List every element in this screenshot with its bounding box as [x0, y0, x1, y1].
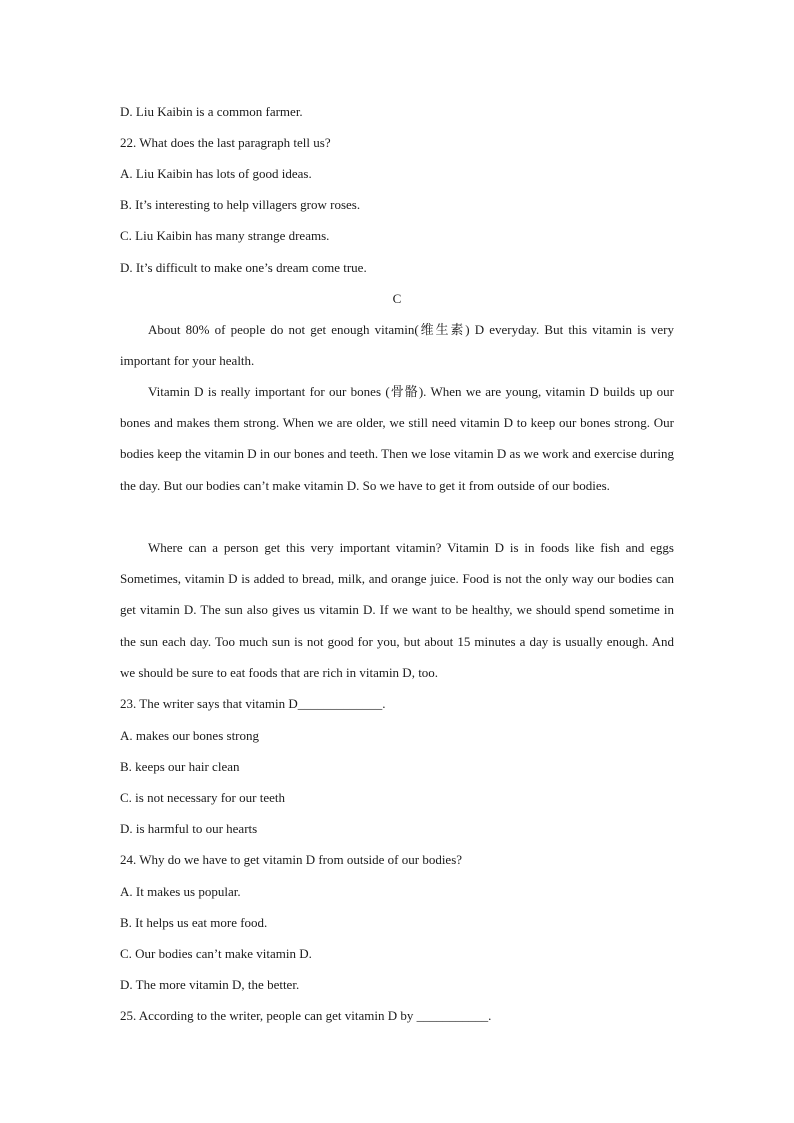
q22-question: 22. What does the last paragraph tell us?: [120, 135, 331, 150]
q25-question: 25. According to the writer, people can get vitamin D by ___________.: [120, 1008, 492, 1023]
q23-option-d: D. is harmful to our hearts: [120, 821, 258, 836]
q24-option-d: D. The more vitamin D, the better.: [120, 977, 300, 992]
q23-option-c: C. is not necessary for our teeth: [120, 790, 285, 805]
q21-option-d: D. Liu Kaibin is a common farmer.: [120, 104, 303, 119]
q23-option-a: A. makes our bones strong: [120, 728, 260, 743]
section-label: C: [392, 291, 402, 306]
q24-option-b: B. It helps us eat more food.: [120, 915, 268, 930]
passage-paragraph-1: About 80% of people do not get enough vitamin(维生素) D everyday. But this vitamin is very important for your health.: [120, 322, 674, 369]
q24-option-a: A. It makes us popular.: [120, 884, 241, 899]
q22-option-d: D. It’s difficult to make one’s dream come true.: [120, 260, 367, 275]
q23-question: 23. The writer says that vitamin D_____________.: [120, 696, 386, 711]
q22-option-a: A. Liu Kaibin has lots of good ideas.: [120, 166, 312, 181]
q23-option-b: B. keeps our hair clean: [120, 759, 240, 774]
q24-question: 24. Why do we have to get vitamin D from outside of our bodies?: [120, 852, 463, 867]
q22-option-c: C. Liu Kaibin has many strange dreams.: [120, 228, 330, 243]
q24-option-c: C. Our bodies can’t make vitamin D.: [120, 946, 312, 961]
passage-paragraph-2: Vitamin D is really important for our bones (骨骼). When we are young, vitamin D builds up our bones and makes them strong. When we are older, we still need vitamin D to keep our bones strong. Our bodies keep the vitamin D in our bones and teeth. Then we lose vitamin D as we work and exercise during the day. But our bodies can’t make vitamin D. So we have to get it from outside of our bodies.: [120, 384, 674, 493]
q22-option-b: B. It’s interesting to help villagers grow roses.: [120, 197, 361, 212]
passage-paragraph-3: Where can a person get this very important vitamin? Vitamin D is in foods like fish and eggs Sometimes, vitamin D is added to bread, milk, and orange juice. Food is not the only way our bodies can get vitamin D. The sun also gives us vitamin D. If we want to be healthy, we should spend sometime in the sun each day. Too much sun is not good for you, but about 15 minutes a day is usually enough. And we should be sure to eat foods that are rich in vitamin D, too.: [120, 540, 674, 680]
